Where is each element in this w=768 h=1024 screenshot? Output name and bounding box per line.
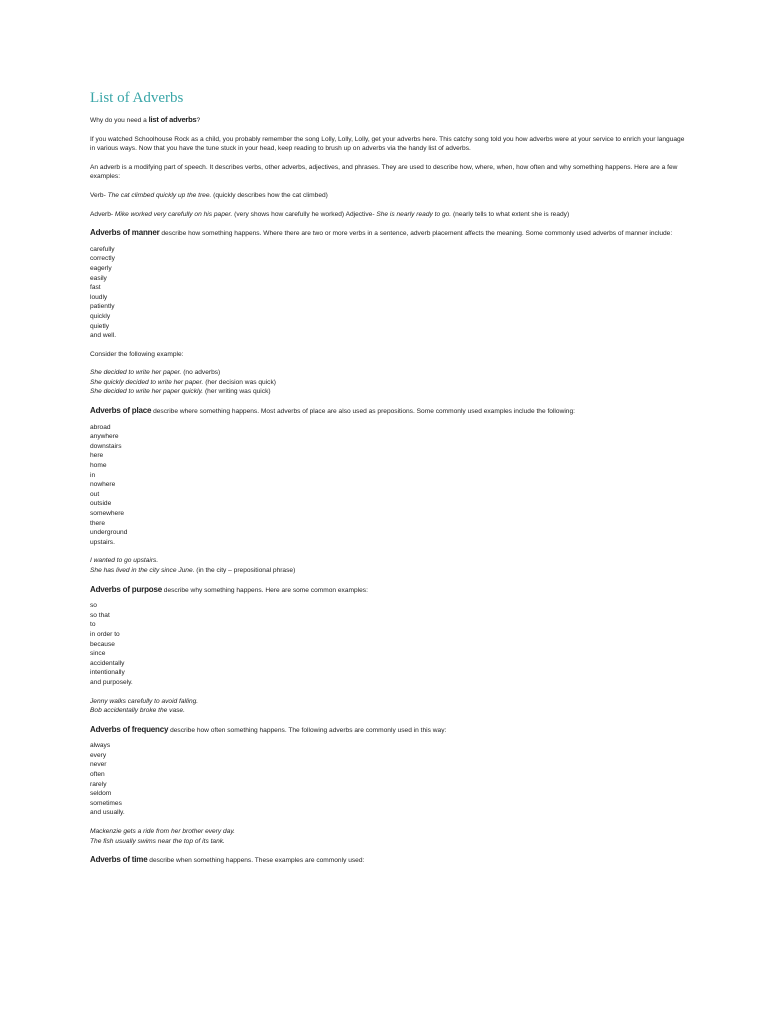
adverb-example-sentence: Mike worked very carefully on his paper. — [114, 210, 233, 218]
intro-question-after: ? — [196, 117, 201, 124]
verb-example-label: Verb- — [90, 191, 108, 199]
example-line — [90, 387, 690, 397]
list-item: accidentally — [90, 659, 125, 667]
list-item: because — [90, 640, 115, 648]
frequency-heading: Adverbs of frequency — [90, 724, 169, 734]
list-item: intentionally — [90, 669, 125, 677]
manner-examples — [90, 368, 690, 397]
list-item: anywhere — [90, 433, 119, 441]
list-item: loudly — [90, 293, 108, 301]
list-item: correctly — [90, 255, 115, 263]
example-note: (in the city – prepositional phrase) — [194, 566, 296, 574]
example-sentence: She decided to write her paper. — [90, 369, 182, 377]
list-item: so that — [90, 611, 110, 619]
example-line — [90, 378, 690, 388]
example-sentence: Bob accidentally broke the vase. — [90, 707, 185, 715]
list-item: carefully — [90, 245, 115, 253]
list-item: fast — [90, 284, 101, 292]
page-title: List of Adverbs — [90, 90, 184, 106]
frequency-word-list — [90, 741, 690, 818]
list-item: every — [90, 751, 107, 759]
example-sentence: Mackenzie gets a ride from her brother every day. — [90, 828, 236, 836]
list-item: so — [90, 602, 97, 610]
list-item: quickly — [90, 312, 111, 320]
definition-paragraph: An adverb is a modifying part of speech. It describes verbs, other adverbs, adjectives, and phrases. They are used to describe how, where, when, how often and why something happens. Here are a few examples: — [90, 163, 678, 181]
place-text: describe where something happens. Most adverbs of place are also used as prepositions. Some commonly used examples include the following: — [151, 408, 575, 416]
list-item: easily — [90, 274, 107, 282]
example-note: (her decision was quick) — [203, 378, 276, 386]
example-line — [90, 697, 690, 707]
frequency-intro — [90, 725, 690, 736]
list-item: outside — [90, 500, 112, 508]
list-item: sometimes — [90, 799, 122, 807]
list-item: in order to — [90, 630, 120, 638]
manner-consider: Consider the following example: — [90, 350, 184, 358]
intro-paragraph: If you watched Schoolhouse Rock as a child, you probably remember the song Lolly, Lolly, Lolly, get your adverbs here. This catchy song told you how adverbs were at your service to enrich your language in various ways. Now that you have the tune stuck in your head, keep reading to brush up on adverbs via the handy list of adverbs. — [90, 135, 685, 153]
list-item: and well. — [90, 332, 117, 340]
list-item: and usually. — [90, 809, 125, 817]
example-sentence: She has lived in the city since June. — [90, 566, 195, 574]
intro-question-before: Why do you need a — [90, 117, 149, 124]
frequency-text: describe how often something happens. The following adverbs are commonly used in this way: — [168, 726, 447, 734]
example-note: (her writing was quick) — [203, 388, 271, 396]
verb-example-note: (quickly describes how the cat climbed) — [211, 191, 328, 199]
purpose-word-list — [90, 601, 690, 687]
purpose-heading: Adverbs of purpose — [90, 584, 162, 594]
adjective-example-sentence: She is nearly ready to go. — [376, 210, 452, 218]
list-item: upstairs. — [90, 538, 115, 546]
example-sentence: Jenny walks carefully to avoid falling. — [90, 697, 199, 705]
example-note: (no adverbs) — [181, 369, 221, 377]
example-line — [90, 837, 690, 847]
list-item: seldom — [90, 790, 112, 798]
list-item: underground — [90, 529, 128, 537]
adverb-example-note: (very shows how carefully he worked) Adjective- — [232, 210, 377, 218]
time-heading: Adverbs of time — [90, 855, 148, 865]
verb-example — [90, 191, 690, 201]
list-item: eagerly — [90, 264, 112, 272]
manner-intro — [90, 228, 690, 239]
document-page — [90, 88, 690, 872]
adverb-adjective-example — [90, 210, 690, 220]
example-line — [90, 566, 690, 576]
list-item: nowhere — [90, 481, 116, 489]
list-item: and purposely. — [90, 678, 133, 686]
list-item: in — [90, 471, 96, 479]
frequency-examples — [90, 827, 690, 846]
list-item: somewhere — [90, 510, 125, 517]
purpose-intro — [90, 585, 690, 596]
manner-text: describe how something happens. Where there are two or more verbs in a sentence, adverb placement affects the meaning. Some commonly used adverbs of manner include: — [159, 230, 673, 238]
list-item: often — [90, 771, 105, 779]
list-item: here — [90, 452, 104, 460]
list-item: since — [90, 650, 106, 658]
list-item: rarely — [90, 780, 107, 788]
place-examples — [90, 556, 690, 575]
list-item: to — [90, 621, 96, 629]
example-line — [90, 556, 690, 566]
adjective-example-note: (nearly tells to what extent she is ready) — [451, 210, 570, 218]
place-intro — [90, 406, 690, 417]
list-item: downstairs — [90, 442, 122, 450]
example-sentence: She decided to write her paper quickly. — [90, 388, 204, 396]
example-line — [90, 706, 690, 716]
intro-question — [90, 115, 690, 126]
manner-heading: Adverbs of manner — [90, 228, 160, 238]
list-item: abroad — [90, 423, 111, 431]
verb-example-sentence: The cat climbed quickly up the tree. — [107, 191, 212, 199]
place-heading: Adverbs of place — [90, 406, 152, 416]
list-item: out — [90, 490, 100, 498]
example-line — [90, 368, 690, 378]
purpose-examples — [90, 697, 690, 716]
list-item: never — [90, 761, 107, 769]
example-line — [90, 827, 690, 837]
manner-word-list — [90, 245, 690, 341]
list-item: always — [90, 742, 111, 750]
time-text: describe when something happens. These examples are commonly used: — [147, 857, 365, 865]
list-item: there — [90, 519, 106, 527]
purpose-text: describe why something happens. Here are some common examples: — [161, 586, 368, 594]
intro-question-bold: list of adverbs — [148, 115, 197, 124]
adverb-example-label: Adverb- — [90, 210, 115, 218]
example-sentence: I wanted to go upstairs. — [90, 557, 159, 565]
list-item: quietly — [90, 322, 110, 330]
list-item: patiently — [90, 303, 115, 311]
example-sentence: She quickly decided to write her paper. — [90, 378, 204, 386]
list-item: home — [90, 462, 107, 470]
place-word-list — [90, 423, 690, 548]
example-sentence: The fish usually swims near the top of its tank. — [90, 837, 225, 845]
time-intro — [90, 855, 690, 866]
